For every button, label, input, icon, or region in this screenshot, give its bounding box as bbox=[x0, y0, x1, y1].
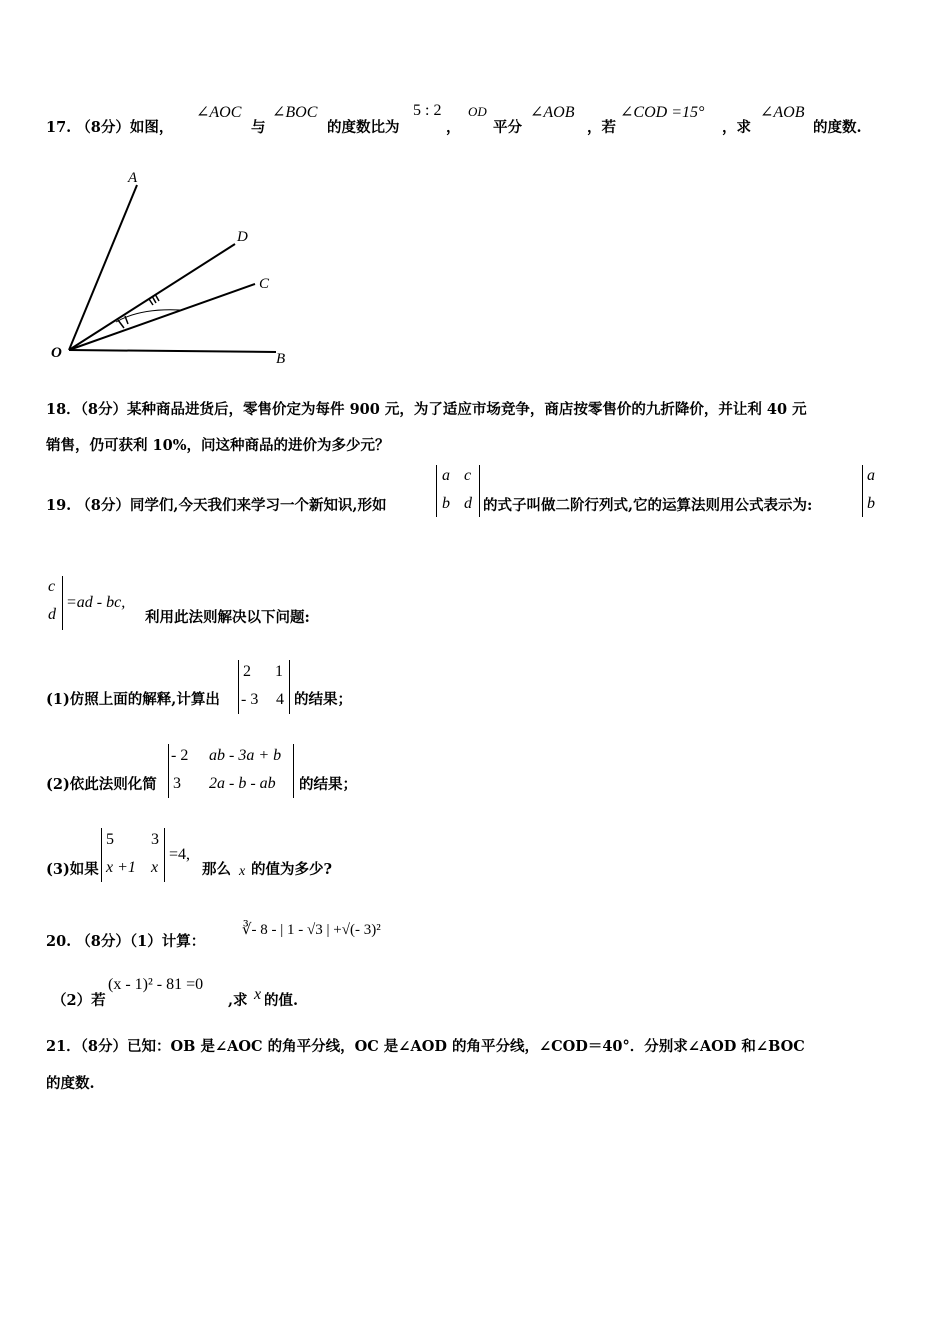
q17-math-cod: ∠COD =15° bbox=[620, 104, 705, 121]
rule-b: b bbox=[867, 495, 875, 512]
q20-header: 20. （8分）（1）计算： bbox=[46, 933, 206, 950]
q19-det-general bbox=[436, 465, 480, 517]
p3-m22: x bbox=[151, 859, 159, 876]
q17-math-ratio: 5 : 2 bbox=[413, 102, 442, 119]
q19-p1-det bbox=[238, 660, 290, 714]
q19-det-rule-left bbox=[862, 465, 883, 517]
q19-det-rule-right bbox=[46, 576, 63, 630]
label-c: C bbox=[259, 276, 270, 292]
q17-number: 17. （8分）如图， bbox=[46, 119, 174, 136]
q17-text-ratio: 的度数比为 bbox=[327, 119, 400, 136]
q17-math-od: OD bbox=[468, 104, 487, 119]
q21-line2: 的度数. bbox=[46, 1075, 95, 1092]
q19-p3-eq: =4, bbox=[169, 846, 191, 863]
q19-rule-text: 利用此法则解决以下问题: bbox=[145, 609, 310, 626]
q17-text-bisect: 平分 bbox=[493, 119, 522, 136]
p1-m21: - 3 bbox=[241, 691, 259, 708]
q19-p2-label: (2)依此法则化简 bbox=[46, 776, 157, 793]
q19-rule-rhs: =ad - bc, bbox=[66, 594, 126, 611]
q19-intro2: 的式子叫做二阶行列式,它的运算法则用公式表示为: bbox=[483, 497, 813, 514]
q19-p1-tail: 的结果； bbox=[294, 691, 352, 708]
ray-oa bbox=[69, 185, 137, 350]
q18-line2: 销售，仍可获利 10%，问这种商品的进价为多少元？ bbox=[46, 437, 390, 454]
q17-math-boc: ∠BOC bbox=[272, 104, 318, 121]
q21-line1: 21．（8分）已知：OB 是∠AOC 的角平分线，OC 是∠AOD 的角平分线，∠COD＝40°．分别求∠AOD 和∠BOC bbox=[46, 1038, 805, 1055]
label-a: A bbox=[128, 170, 138, 186]
p3-m11: 5 bbox=[106, 831, 114, 848]
p2-m21: 3 bbox=[173, 775, 181, 792]
q19-p2-tail: 的结果； bbox=[299, 776, 357, 793]
q19-p1-label: (1)仿照上面的解释,计算出 bbox=[46, 691, 220, 708]
q20-p2-expr: (x - 1)² - 81 =0 bbox=[108, 976, 204, 993]
q19-p3-var: x bbox=[239, 864, 246, 879]
det-c: c bbox=[464, 467, 472, 484]
q18-line1: 18．（8分）某种商品进货后，零售价定为每件 900 元，为了适应市场竞争，商店按零售价的九折降价，并让利 40 元 bbox=[46, 401, 807, 418]
p1-m22: 4 bbox=[276, 691, 284, 708]
rule-a: a bbox=[867, 467, 875, 484]
q17-text-if: ，若 bbox=[587, 119, 616, 136]
det-a: a bbox=[442, 467, 450, 484]
p2-m22: 2a - b - ab bbox=[209, 775, 276, 792]
q19-p3-label: (3)如果 bbox=[46, 861, 99, 878]
q17-text-end: 的度数. bbox=[813, 119, 862, 136]
ray-oc bbox=[69, 284, 255, 350]
p2-m11: - 2 bbox=[171, 747, 189, 764]
q19-p2-det bbox=[168, 744, 294, 798]
q19-p3-det bbox=[101, 828, 165, 882]
ray-ob bbox=[69, 350, 276, 352]
q17-comma: ， bbox=[446, 119, 461, 136]
p3-m12: 3 bbox=[151, 831, 159, 848]
p2-m12: ab - 3a + b bbox=[209, 747, 282, 764]
p1-m12: 1 bbox=[275, 663, 283, 680]
q19-p3-text: 那么 bbox=[202, 861, 231, 878]
q20-p2-label: （2）若 bbox=[52, 992, 106, 1009]
label-d: D bbox=[237, 229, 248, 245]
rule-d: d bbox=[48, 606, 56, 623]
det-b: b bbox=[442, 495, 450, 512]
q17-math-aob: ∠AOB bbox=[530, 104, 575, 121]
q19-intro: 19. （8分）同学们,今天我们来学习一个新知识,形如 bbox=[46, 497, 387, 514]
p3-m21: x +1 bbox=[106, 859, 136, 876]
q20-p2-mid: ,求 bbox=[228, 992, 248, 1009]
q20-p2-tail: 的值. bbox=[264, 992, 299, 1009]
q17-text-find: ，求 bbox=[722, 119, 751, 136]
label-b: B bbox=[276, 351, 286, 367]
det-d: d bbox=[464, 495, 472, 512]
label-o: O bbox=[51, 345, 62, 361]
q20-p1-expr: ∛- 8 - | 1 - √3 | +√(- 3)² bbox=[242, 922, 381, 938]
q17-text-and: 与 bbox=[251, 119, 266, 136]
angle-figure bbox=[40, 160, 320, 375]
q17-math-aoc: ∠AOC bbox=[196, 104, 242, 121]
q19-p3-tail: 的值为多少? bbox=[251, 861, 332, 878]
q17-math-aob2: ∠AOB bbox=[760, 104, 805, 121]
q20-p2-var: x bbox=[254, 986, 262, 1003]
rule-c: c bbox=[48, 578, 56, 595]
p1-m11: 2 bbox=[243, 663, 251, 680]
